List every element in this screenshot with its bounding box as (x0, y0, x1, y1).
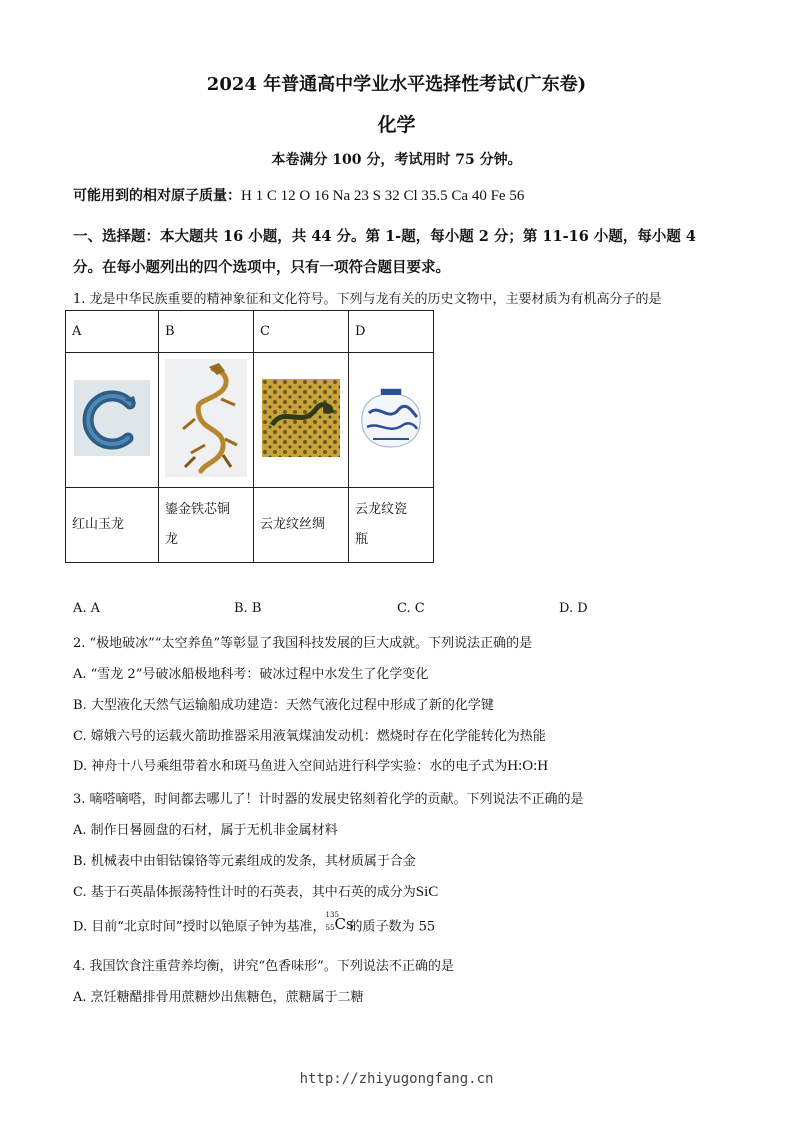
water-electron-formula: H:O:H (507, 758, 549, 774)
quartz-formula: SiC (415, 884, 439, 900)
question-2-option-d-text: D. 神舟十八号乘组带着水和斑马鱼进入空间站进行科学实验：水的电子式为 (73, 759, 508, 774)
exam-meta: 本卷满分 100 分，考试用时 75 分钟。 (271, 152, 522, 168)
table-header-b: B (159, 311, 254, 353)
nuclide-atomic-number: 55 (325, 924, 335, 932)
atomic-masses-values: H 1 C 12 O 16 Na 23 S 32 Cl 35.5 Ca 40 Fe 56 (241, 188, 525, 204)
table-image-a (66, 353, 159, 488)
table-header-d: D (349, 311, 434, 353)
question-3-option-d-post: 的质子数为 55 (349, 919, 436, 935)
exam-title: 2024 年普通高中学业水平选择性考试(广东卷) (206, 74, 587, 95)
question-3-option-d-pre: D. 目前“北京时间”授时以铯原子钟为基准， (73, 919, 326, 935)
question-2-option-d[interactable] (73, 755, 548, 775)
table-name-b-line2: 龙 (165, 532, 179, 547)
table-header-c: C (254, 311, 349, 353)
cesium-nuclide (325, 911, 354, 935)
question-3-option-b[interactable]: B. 机械表中由钼钴镍铬等元素组成的发条，其材质属于合金 (73, 854, 416, 869)
question-2-option-c[interactable]: C. 嫦娥六号的运载火箭助推器采用液氧煤油发动机：燃烧时存在化学能转化为热能 (73, 729, 546, 744)
question-2-option-b[interactable]: B. 大型液化天然气运输船成功建造：天然气液化过程中形成了新的化学键 (73, 698, 494, 713)
question-4-stem: 4. 我国饮食注重营养均衡，讲究“色香味形”。下列说法不正确的是 (73, 959, 454, 974)
silk-dragon-image (262, 379, 340, 457)
subject-title: 化学 (377, 114, 416, 136)
table-image-d (349, 353, 434, 488)
question-3-option-a[interactable]: A. 制作日晷圆盘的石材，属于无机非金属材料 (73, 823, 338, 838)
table-image-b (159, 353, 254, 488)
atomic-masses-label: 可能用到的相对原子质量： (73, 188, 241, 204)
table-name-b-line1: 鎏金铁芯铜 (165, 502, 231, 517)
question-4-option-a[interactable]: A. 烹饪糖醋排骨用蔗糖炒出焦糖色，蔗糖属于二糖 (73, 990, 364, 1005)
nuclide-symbol: Cs (334, 915, 354, 933)
nuclide-mass-number: 135 (325, 911, 339, 919)
table-header-a: A (66, 311, 159, 353)
question-3-stem: 3. 嘀嗒嘀嗒，时间都去哪儿了！计时器的发展史铭刻着化学的贡献。下列说法不正确的是 (73, 792, 584, 807)
choice-a[interactable]: A. A (73, 601, 101, 616)
table-name-c: 云龙纹丝绸 (254, 488, 349, 563)
choice-d[interactable]: D. D (559, 601, 588, 616)
table-name-d (349, 488, 434, 563)
footer-url[interactable]: http://zhiyugongfang.cn (299, 1071, 494, 1087)
question-3-option-c[interactable] (73, 881, 438, 901)
table-name-d-line1: 云龙纹瓷 (355, 502, 408, 517)
choice-b[interactable]: B. B (234, 601, 262, 616)
atomic-masses (73, 185, 524, 205)
question-2-option-a[interactable]: A. “雪龙 2”号破冰船极地科考：破冰过程中水发生了化学变化 (73, 667, 429, 682)
choice-c[interactable]: C. C (397, 601, 425, 616)
question-3-option-d[interactable] (73, 911, 436, 935)
question-1-stem: 1. 龙是中华民族重要的精神象征和文化符号。下列与龙有关的历史文物中，主要材质为有机高分子的是 (73, 292, 662, 307)
table-name-a: 红山玉龙 (66, 488, 159, 563)
table-name-b (159, 488, 254, 563)
section-instructions-line1: 一、选择题：本大题共 16 小题，共 44 分。第 1-题，每小题 2 分；第 11-16 小题，每小题 4 (73, 228, 696, 245)
section-instructions-line2: 分。在每小题列出的四个选项中，只有一项符合题目要求。 (73, 259, 450, 276)
porcelain-vase-image (355, 383, 427, 453)
table-name-d-line2: 瓶 (355, 532, 369, 547)
question-2-stem: 2. “极地破冰”“太空养鱼”等彰显了我国科技发展的巨大成就。下列说法正确的是 (73, 636, 533, 651)
table-image-c (254, 353, 349, 488)
gilt-dragon-image (165, 359, 247, 477)
question-1-table (65, 310, 434, 563)
question-3-option-c-text: C. 基于石英晶体振荡特性计时的石英表，其中石英的成分为 (73, 885, 416, 900)
jade-dragon-image (74, 380, 150, 456)
